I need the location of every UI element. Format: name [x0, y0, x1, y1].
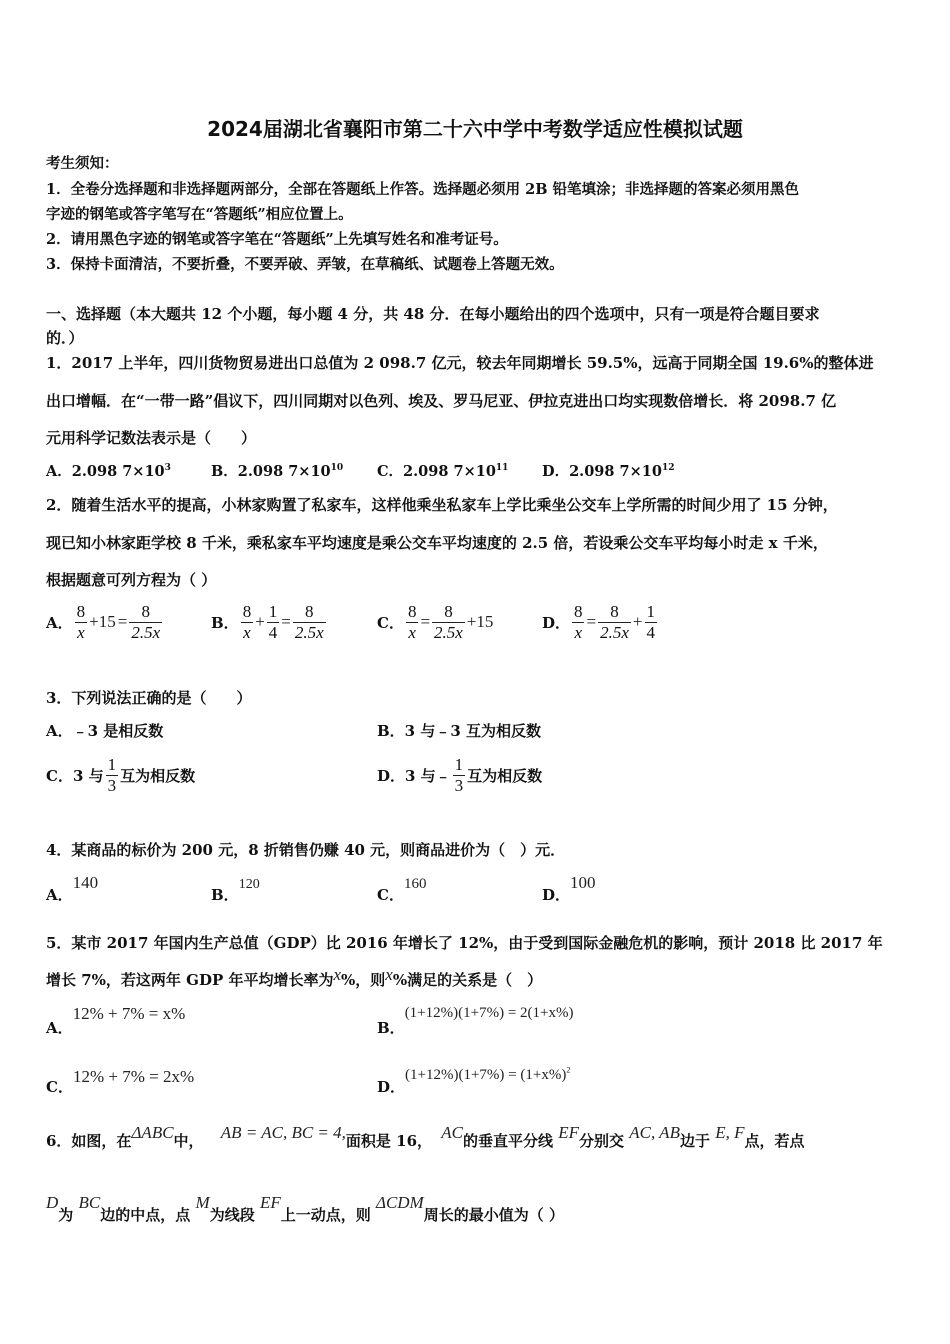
q3-stem: 3．下列说法正确的是（ ） — [46, 689, 252, 707]
q2-option-d: D． $\frac{8}{x}$ = $\frac{8}{2.5x}$ + $\frac{1}{4}$ — [542, 602, 655, 642]
q5-line-2: 增长 7%，若这两年 GDP 年平均增长率为x%，则x%满足的关系是（ ） — [46, 965, 543, 989]
section-heading-line-2: 的．） — [46, 329, 84, 347]
q2-line-3: 根据题意可列方程为（ ） — [46, 571, 217, 589]
q4-option-a: A．140 — [46, 873, 99, 904]
q5-option-c: C．12% + 7% = 2x% — [46, 1067, 195, 1096]
notice-line-1b: 字迹的钢笔或答字笔写在“答题纸”相应位置上。 — [46, 206, 353, 223]
q6-line-2: D为 BC边的中点，点 M为线段 EF上一动点，则 ΔCDM周长的最小值为（ ） — [46, 1193, 564, 1224]
q1-option-a: A．2.098 $7\times 10^3$ — [46, 463, 171, 480]
q1-option-d: D．2.098 $7\times 10^{12}$ — [542, 463, 675, 480]
q2-option-c: C． $\frac{8}{x}$ = $\frac{8}{2.5x}$ +15 — [377, 602, 494, 642]
q1-line-3: 元用科学记数法表示是（ ） — [46, 429, 257, 447]
q2-option-a: A． $\frac{8}{x}$ +15 = $\frac{8}{2.5x}$ — [46, 602, 161, 642]
q4-option-d: D．100 — [542, 873, 596, 904]
q3-option-b: B．3 与﹣3 互为相反数 — [377, 722, 541, 740]
notice-line-2: 2．请用黑色字迹的钢笔或答字笔在“答题纸”上先填写姓名和准考证号。 — [46, 231, 508, 248]
q4-option-b: B．120 — [211, 877, 260, 904]
q1-line-2: 出口增幅．在“一带一路”倡议下，四川同期对以色列、埃及、罗马尼亚、伊拉克进出口均实现数倍增长．将 2098.7 亿 — [46, 392, 837, 410]
q2-option-b: B． $\frac{8}{x}$ + $\frac{1}{4}$ = $\frac{8}{2.5x}$ — [211, 602, 324, 642]
notice-heading: 考生须知： — [46, 155, 119, 172]
page-title: 2024届湖北省襄阳市第二十六中学中考数学适应性模拟试题 — [207, 117, 743, 141]
q1-option-c: C．2.098 $7\times 10^{11}$ — [377, 463, 509, 480]
q2-line-1: 2．随着生活水平的提高，小林家购置了私家车，这样他乘坐私家车上学比乘坐公交车上学所需的时间少用了 15 分钟， — [46, 496, 838, 514]
q3-option-c: C．3 与 $\frac{1}{3}$ 互为相反数 — [46, 755, 196, 795]
notice-line-1a: 1．全卷分选择题和非选择题两部分，全部在答题纸上作答。选择题必须用 2B 铅笔填涂；非选择题的答案必须用黑色 — [46, 181, 800, 198]
q1-line-1: 1．2017 上半年，四川货物贸易进出口总值为 2 098.7 亿元，较去年同期增长 59.5%，远高于同期全国 19.6%的整体进 — [46, 354, 874, 372]
q5-option-d: D．$(1+12\%)(1+7\%) = (1+x\%)^2$ — [377, 1065, 571, 1096]
q5-option-b: B．(1+12%)(1+7%) = 2(1+x%) — [377, 1005, 574, 1037]
q5-line-1: 5．某市 2017 年国内生产总值（GDP）比 2016 年增长了 12%，由于受到国际金融危机的影响，预计 2018 比 2017 年 — [46, 934, 883, 952]
q2-line-2: 现已知小林家距学校 8 千米，乘私家车平均速度是乘公交车平均速度的 2.5 倍，若设乘公交车平均每小时走 x 千米， — [46, 534, 828, 552]
q6-line-1: 6．如图，在ΔABC中， AB = AC, BC = 4,面积是 16， AC的垂直平分线 EF分别交 AC, AB边于 E, F点，若点 — [46, 1123, 805, 1150]
q3-option-d: D．3 与﹣ $\frac{1}{3}$ 互为相反数 — [377, 755, 543, 795]
q3-option-a: A．﹣3 是相反数 — [46, 722, 164, 740]
q1-option-b: B．2.098 $7\times 10^{10}$ — [211, 463, 344, 480]
notice-line-3: 3．保持卡面清洁，不要折叠，不要弄破、弄皱，在草稿纸、试题卷上答题无效。 — [46, 256, 564, 273]
q4-option-c: C．160 — [377, 876, 427, 904]
section-heading-line-1: 一、选择题（本大题共 12 个小题，每小题 4 分，共 48 分．在每小题给出的四个选项中，只有一项是符合题目要求 — [46, 305, 820, 323]
q4-stem: 4．某商品的标价为 200 元，8 折销售仍赚 40 元，则商品进价为（ ）元． — [46, 841, 566, 859]
q5-option-a: A．12% + 7% = x% — [46, 1004, 186, 1037]
